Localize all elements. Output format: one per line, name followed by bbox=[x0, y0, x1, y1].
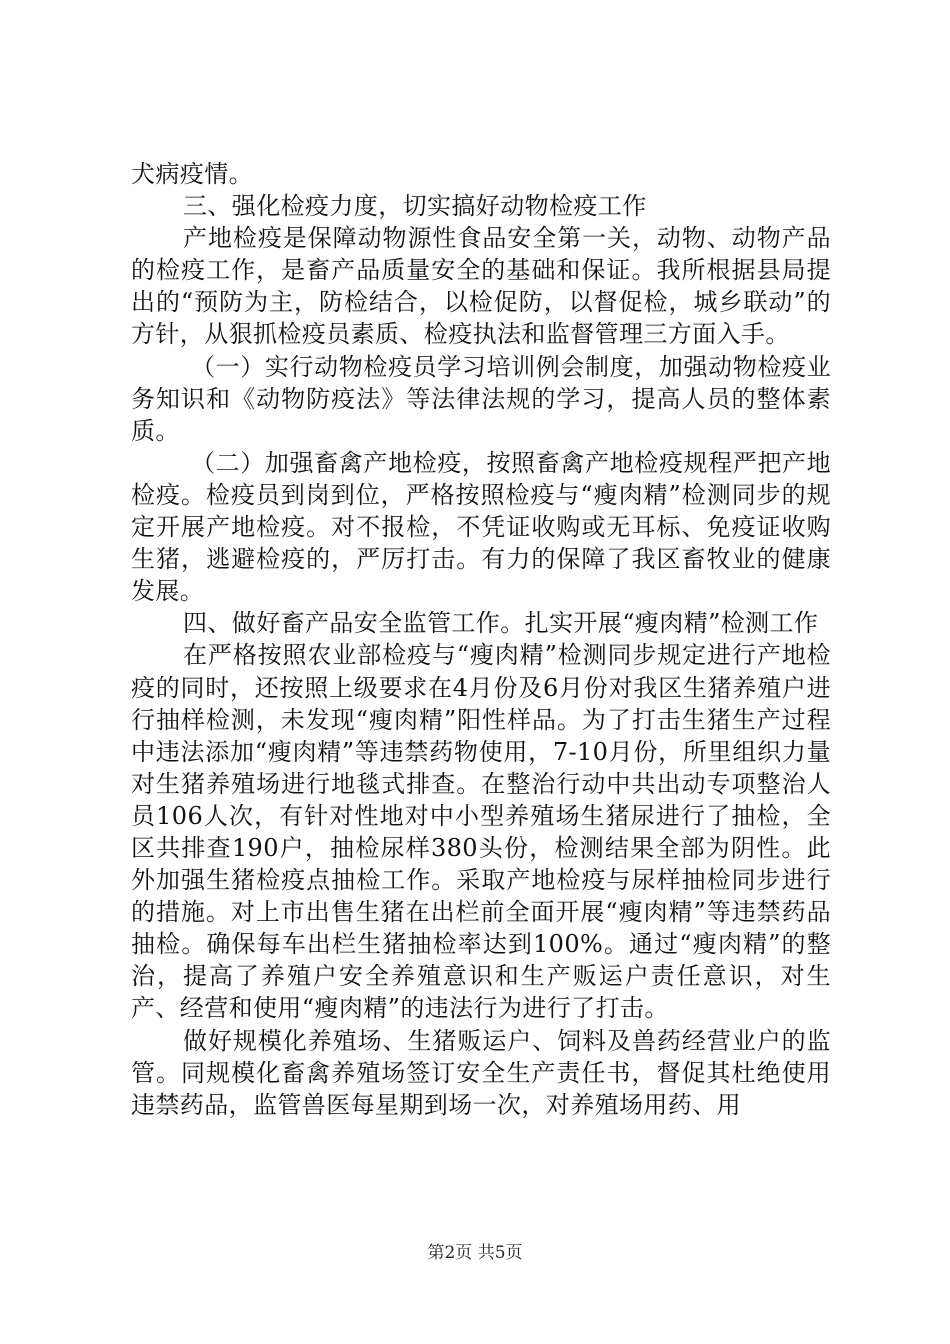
paragraph-continuation: 犬病疫情。 bbox=[131, 160, 253, 188]
paragraph-origin-quarantine: 产地检疫是保障动物源性食品安全第一关，动物、动物产品的检疫工作，是畜产品质量安全的基础和保证。我所根据县局提出的“预防为主，防检结合，以检促防，以督促检，城乡联动”的方针，从狠抓检疫员素质、检疫执法和监督管理三方面入手。 bbox=[131, 224, 831, 349]
section-heading-3: 三、强化检疫力度，切实搞好动物检疫工作 bbox=[183, 192, 647, 221]
paragraph-supervision: 做好规模化养殖场、生猪贩运户、饲料及兽药经营业户的监管。同规模化畜禽养殖场签订安全生产责任书，督促其杜绝使用违禁药品，监管兽医每星期到场一次，对养殖场用药、用 bbox=[131, 1026, 831, 1119]
paragraph-item-2: （二）加强畜禽产地检疫，按照畜禽产地检疫规程严把产地检疫。检疫员到岗到位，严格按照检疫与“瘦肉精”检测同步的规定开展产地检疫。对不报检，不凭证收购或无耳标、免疫证收购生猪，逃避检疫的，严厉打击。有力的保障了我区畜牧业的健康发展。 bbox=[131, 448, 831, 606]
paragraph-clenbuterol-testing: 在严格按照农业部检疫与“瘦肉精”检测同步规定进行产地检疫的同时，还按照上级要求在4月份及6月份对我区生猪养殖户进行抽样检测，未发现“瘦肉精”阳性样品。为了打击生猪生产过程中违法添加“瘦肉精”等违禁药物使用，7-10月份，所里组织力量对生猪养殖场进行地毯式排查。在整治行动中共出动专项整治人员106人次，有针对性地对中小型养殖场生猪尿进行了抽检，全区共排查190户，抽检尿样380头份，检测结果全部为阴性。此外加强生猪检疫点抽检工作。采取产地检疫与尿样抽检同步进行的措施。对上市出售生猪在出栏前全面开展“瘦肉精”等违禁药品抽检。确保每车出栏生猪抽检率达到100%。通过“瘦肉精”的整治，提高了养殖户安全养殖意识和生产贩运户责任意识，对生产、经营和使用“瘦肉精”的违法行为进行了打击。 bbox=[131, 641, 831, 1023]
page-number-footer: 第2页 共5页 bbox=[427, 1243, 523, 1263]
section-heading-4: 四、做好畜产品安全监管工作。扎实开展“瘦肉精”检测工作 bbox=[183, 609, 819, 638]
paragraph-item-1: （一）实行动物检疫员学习培训例会制度，加强动物检疫业务知识和《动物防疫法》等法律法规的学习，提高人员的整体素质。 bbox=[131, 352, 831, 445]
document-body bbox=[131, 158, 831, 1121]
